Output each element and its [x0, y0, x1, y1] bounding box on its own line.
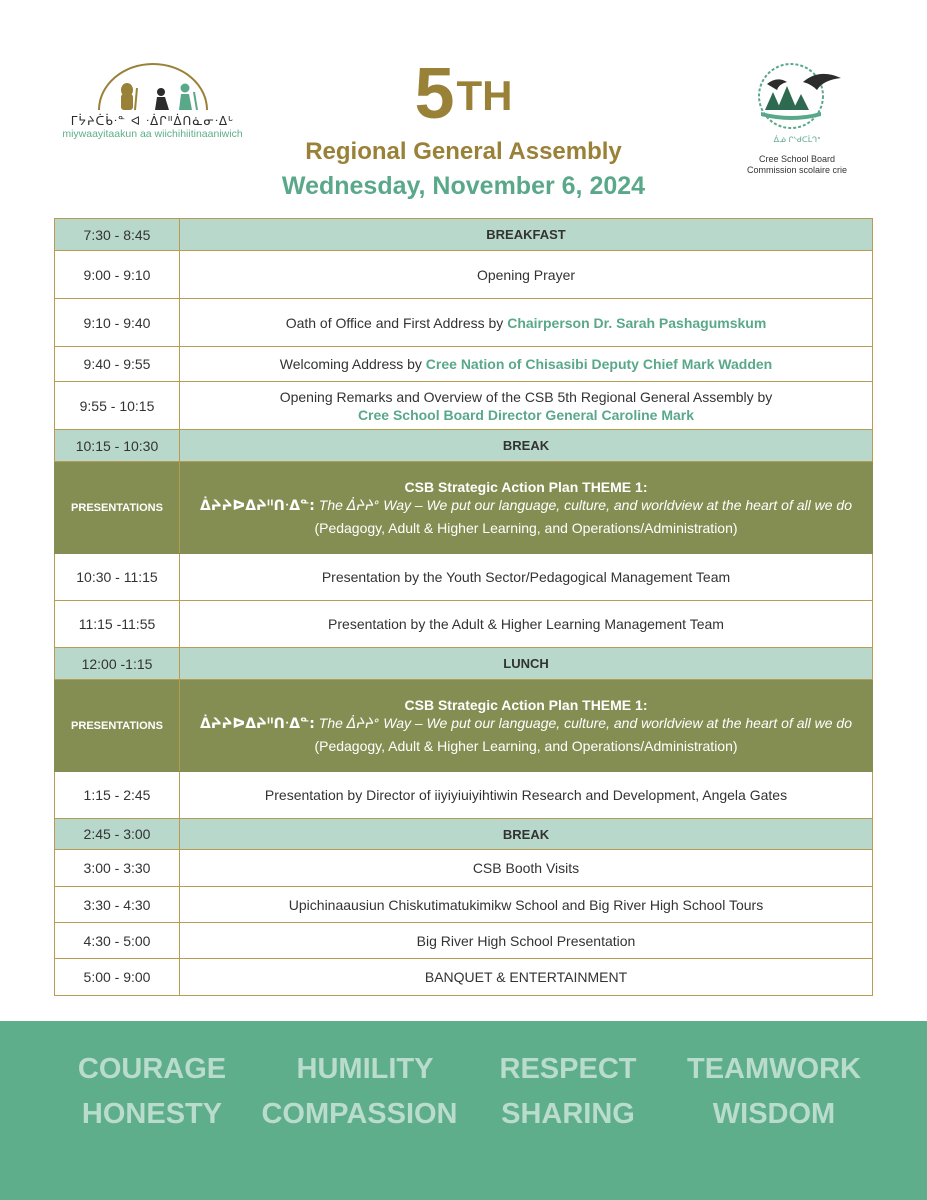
- csb-name-en: Cree School Board: [758, 154, 836, 164]
- theme-subtitle: [186, 496, 866, 515]
- header: [0, 0, 927, 215]
- value-humility: HUMILITY: [296, 1053, 434, 1085]
- time-cell: 9:55 - 10:15: [55, 382, 180, 430]
- theme-description: The ᐄᔨᔨᐤ Way – We put our language, culture, and worldview at the heart of all we do: [318, 715, 853, 731]
- session-cell: Presentation by the Youth Sector/Pedagogical Management Team: [180, 554, 873, 601]
- value-courage: COURAGE: [77, 1053, 227, 1085]
- session-cell: BREAK: [180, 819, 873, 850]
- time-cell: 7:30 - 8:45: [55, 219, 180, 251]
- session-cell: Opening Prayer: [180, 251, 873, 299]
- session-cell: LUNCH: [180, 648, 873, 680]
- assembly-title: Regional General Assembly: [305, 138, 622, 165]
- schedule-row: [55, 554, 873, 601]
- time-cell: 9:00 - 9:10: [55, 251, 180, 299]
- elders-arch-icon: [93, 60, 213, 112]
- time-cell: 1:15 - 2:45: [55, 772, 180, 819]
- value-sharing: SHARING: [501, 1098, 635, 1130]
- theme-cell: [180, 462, 873, 554]
- theme-title: CSB Strategic Action Plan THEME 1:: [404, 479, 648, 495]
- schedule-row: [55, 382, 873, 430]
- time-cell: 2:45 - 3:00: [55, 819, 180, 850]
- presentations-label: PRESENTATIONS: [55, 462, 180, 554]
- title-block: [230, 54, 697, 201]
- session-cell: Upichinaausiun Chiskutimatukimikw School and Big River High School Tours: [180, 887, 873, 923]
- session-cell: [180, 382, 873, 430]
- time-cell: 4:30 - 5:00: [55, 923, 180, 959]
- edition-suffix: TH: [456, 72, 513, 119]
- session-cell: [180, 299, 873, 347]
- session-cell: Big River High School Presentation: [180, 923, 873, 959]
- speaker-name: Chairperson Dr. Sarah Pashagumskum: [507, 314, 767, 331]
- theme-syllabics: ᐄᔨᔨᐅᐃᔨᐦᑎᐧᐃᓐ:: [199, 498, 315, 514]
- theme-description: The ᐄᔨᔨᐤ Way – We put our language, culture, and worldview at the heart of all we do: [318, 497, 853, 513]
- time-cell: 3:30 - 4:30: [55, 887, 180, 923]
- session-text: Opening Remarks and Overview of the CSB 5th Regional General Assembly by: [279, 388, 773, 405]
- value-honesty: HONESTY: [81, 1098, 223, 1130]
- cree-school-board-logo: [732, 60, 862, 176]
- schedule-row: [55, 887, 873, 923]
- presentations-row: [55, 680, 873, 772]
- session-cell: [180, 347, 873, 382]
- geese-circle-icon: [747, 60, 847, 136]
- schedule-row: [55, 772, 873, 819]
- schedule-table: [54, 218, 873, 996]
- time-cell: 9:10 - 9:40: [55, 299, 180, 347]
- schedule-row: [55, 347, 873, 382]
- theme-title: CSB Strategic Action Plan THEME 1:: [404, 697, 648, 713]
- value-wisdom: WISDOM: [712, 1098, 836, 1130]
- schedule-row: [55, 923, 873, 959]
- theme-cell: [180, 680, 873, 772]
- schedule-row: [55, 850, 873, 887]
- csb-name-fr: Commission scolaire crie: [746, 165, 848, 175]
- session-cell: Presentation by Director of iiyiyiuiyihtiwin Research and Development, Angela Gates: [180, 772, 873, 819]
- event-date: Wednesday, November 6, 2024: [281, 172, 646, 200]
- time-cell: 9:40 - 9:55: [55, 347, 180, 382]
- schedule-row: [55, 219, 873, 251]
- session-cell: CSB Booth Visits: [180, 850, 873, 887]
- logo-tagline: miywaayitaakun aa wiichihiitinaaniwich: [62, 128, 243, 140]
- miywaayitaakun-logo: [60, 60, 245, 160]
- schedule-row: [55, 430, 873, 462]
- presentations-label: PRESENTATIONS: [55, 680, 180, 772]
- presentations-row: [55, 462, 873, 554]
- time-cell: 10:30 - 11:15: [55, 554, 180, 601]
- speaker-name: Cree Nation of Chisasibi Deputy Chief Mark Wadden: [425, 356, 773, 372]
- csb-syllabics: ᐄᓅ ᒋᔅᑯᑕᒫᒉᐤ: [773, 135, 821, 144]
- session-cell: BREAKFAST: [180, 219, 873, 251]
- value-teamwork: TEAMWORK: [687, 1053, 861, 1085]
- speaker-name: Cree School Board Director General Caroline Mark: [357, 406, 695, 423]
- session-text: Oath of Office and First Address by: [285, 314, 504, 331]
- time-cell: 3:00 - 3:30: [55, 850, 180, 887]
- time-cell: 12:00 -1:15: [55, 648, 180, 680]
- edition-heading: [414, 54, 513, 134]
- theme-departments: (Pedagogy, Adult & Higher Learning, and Operations/Administration): [314, 738, 738, 754]
- session-text: Welcoming Address by: [279, 356, 422, 372]
- schedule-row: [55, 959, 873, 996]
- theme-departments: (Pedagogy, Adult & Higher Learning, and Operations/Administration): [314, 520, 738, 536]
- session-cell: Presentation by the Adult & Higher Learning Management Team: [180, 601, 873, 648]
- schedule-row: [55, 601, 873, 648]
- time-cell: 5:00 - 9:00: [55, 959, 180, 996]
- time-cell: 10:15 - 10:30: [55, 430, 180, 462]
- schedule-row: [55, 819, 873, 850]
- schedule-row: [55, 251, 873, 299]
- logo-syllabics: ᒥᔮᔨᑖᑳᐧᓐ ᐊ ᐧᐄᒋᐦᐄᑎᓈᓂᐧᐃᒡ: [70, 114, 235, 128]
- theme-syllabics: ᐄᔨᔨᐅᐃᔨᐦᑎᐧᐃᓐ:: [199, 716, 315, 732]
- theme-subtitle: [186, 714, 866, 733]
- schedule-row: [55, 299, 873, 347]
- values-banner: [0, 1021, 927, 1200]
- value-respect: RESPECT: [499, 1053, 637, 1085]
- session-cell: BREAK: [180, 430, 873, 462]
- time-cell: 11:15 -11:55: [55, 601, 180, 648]
- value-compassion: COMPASSION: [261, 1098, 458, 1130]
- session-cell: BANQUET & ENTERTAINMENT: [180, 959, 873, 996]
- schedule-row: [55, 648, 873, 680]
- edition-number: 5: [414, 54, 455, 134]
